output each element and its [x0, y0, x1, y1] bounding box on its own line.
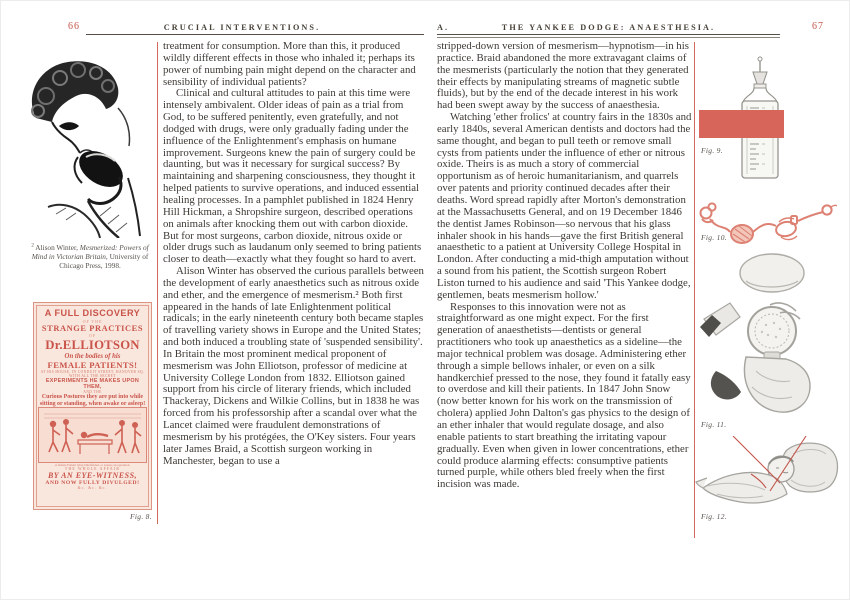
- fig8-caption: Fig. 8.: [130, 512, 152, 521]
- margin-note: [27, 243, 153, 271]
- left-page-number: 66: [68, 21, 80, 32]
- margin-note-title: Mesmerized: Powers of Mind in Victorian Britain,: [31, 243, 149, 262]
- poster-eye-witness: BY AN EYE-WITNESS,: [47, 471, 138, 481]
- fig10-caption: Fig. 10.: [701, 233, 727, 242]
- poster-whole-affair: THE WHOLE AFFAIR: [64, 467, 121, 472]
- right-header-rule-2: [437, 37, 780, 38]
- poster-etc: &c. &c. &c.: [77, 486, 108, 491]
- margin-note-marker: 2: [31, 243, 34, 249]
- margin-note-roman-1: Alison Winter,: [35, 243, 80, 252]
- left-paragraph-3: Alison Winter has observed the curious parallels between the development of early anaesthetics such as nitrous oxide and ether, and the emergence of mesmerism.² Both first appeared in the hands of late Enlightenment political radicals; in the early nineteenth century both became staples of travelling variety shows in Europe and the United States; and both induced a troubling state of 'suspended sensibility'. In Britain the most prominent medical proponent of mesmerism was John Elliotson, professor of medicine at University College London from 1832. Elliotson gained support from his circle of literary friends, which included Thackeray, Dickens and Wilkie Collins, but in 1838 he was forced from his professorship after a scandal over what the Lancet claimed were fraudulent demonstrations of mesmerism by his protégées, the O'Key sisters. Four years later James Braid, a Scottish surgeon working in Manchester, began to use a: [163, 265, 424, 467]
- poster-dr-elliotson: Dr.ELLIOTSON: [45, 338, 140, 352]
- right-paragraph-3: Responses to this innovation were not as straightforward as one might expect. For the first generation of anaesthetists—dentists or general practitioners who took up anaesthetics as a sideline—the major technical problem was dosage. Administering ether through a simple bellows inhaler, or even on a silk handkerchief pressed to the nose, they found it fatally easy to overdose and kill their patients. In 1847 John Snow (now better known for his work on the transmission of cholera) applied John Dalton's gas physics to the design of an ether inhaler that would regulate dosage, and also enable patients to start breathing the irritating vapour gradually. Even when given in lower concentrations, ether could produce alarming effects: consumptive patients turned purple, while others bled freely when the first incision was made.: [437, 300, 691, 491]
- red-band-overlay: [699, 110, 784, 138]
- left-header-rule: [86, 34, 424, 35]
- left-running-head: CRUCIAL INTERVENTIONS.: [163, 23, 321, 32]
- fig9-caption: Fig. 9.: [701, 146, 723, 155]
- margin-note-roman-2: University of Chicago Press, 1998.: [59, 252, 149, 271]
- poster-address: AT HIS HOUSE, IN CONDUIT STREET, HANOVER SQ.: [40, 370, 145, 374]
- right-page-number: 67: [812, 21, 824, 32]
- poster-and-the: AND THE: [83, 390, 102, 394]
- screaming-face-illustration: [22, 56, 154, 238]
- operation-scene-illustration: [693, 436, 845, 520]
- right-running-head: THE YANKEE DODGE: ANAESTHESIA.: [501, 23, 716, 32]
- left-paragraph-1: treatment for consumption. More than this, it produced wildly different effects in those who inhaled it; perhaps its power of numbing pain might depend on the character and sensibility of individual patients?: [163, 40, 416, 88]
- poster-divulged: AND NOW FULLY DIVULGED!: [45, 480, 140, 487]
- poster-secret: WITH ALL THE SECRET: [69, 374, 116, 378]
- fig12-caption: Fig. 12.: [701, 512, 727, 521]
- right-body-column: [437, 41, 693, 491]
- poster-title-discovery: A FULL DISCOVERY: [44, 308, 141, 319]
- poster-on-bodies: On the bodies of his: [64, 353, 121, 360]
- poster-of-the: OF THE: [82, 319, 103, 324]
- right-catchword: A.: [437, 23, 450, 32]
- poster-strange-practices: STRANGE PRACTICES: [41, 324, 144, 333]
- right-paragraph-2: Watching 'ether frolics' at country fairs in the 1830s and early 1840s, several American dentists and doctors had the same thought, and began to pull teeth or remove small cysts from patients under the influence of ether or nitrous oxide. Theirs is as much a story of commercial opportunism as of heroic humanitarianism, and quarrels over patents and priority continued decades after their deaths. Word spread rapidly after Morton's demonstration at the Massachusetts General, and on 19 December 1846 the dentist James Robinson—so nervous that his glass inhaler shook in his hands—gave the first British general anaesthetic to a patient at University College Hospital in London. After conducting a mid-thigh amputation without a sound from his patient, the Scottish surgeon Robert Liston turned to his audience and said 'This Yankee dodge, gentlemen, beats mesmerism hollow.': [437, 111, 692, 301]
- poster-curious-postures: Curious Postures they are put into while sitting or standing, when awake or asleep!: [39, 394, 146, 407]
- poster-scene-caption: A female Patient lying blindfolded, or asleep; an operation.: [54, 463, 131, 468]
- poster-of: OF: [88, 333, 97, 338]
- left-body-column: [163, 41, 426, 467]
- left-paragraph-2: Clinical and cultural attitudes to pain at this time were intensely ambivalent. Older ideas of pain as a trial from God, to be suffered penitently, even gratefully, and not dodged with drugs, were only gradually fading under the influence of the Enlightenment's emphasis on humane improvement. Surgeons knew the pain of surgery could be daunting, but was it necessary for surgical success? By maintaining and sharpening consciousness, they thought it helped patients to survive operations, and induced essential healing processes. In a pamphlet published in 1824 Henry Hill Hickman, a Shropshire surgeon, described operations on animals after knocking them out with carbon dioxide. But for most surgeons, carbon dioxide, nitrous oxide or older drugs such as laudanum only seemed to bring patients closer to death—exactly what they fought so hard to avert.: [163, 87, 422, 266]
- elliotson-poster: [33, 302, 152, 510]
- left-column-rule: [157, 42, 158, 524]
- fig11-caption: Fig. 11.: [701, 420, 727, 429]
- right-paragraph-1: stripped-down version of mesmerism—hypnotism—in his practice. Braid abandoned the more extravagant claims of the mesmerists (particularly the notion that they generated their effects by manipulating streams of magnetic subtle fluids), but by the end of the decade interest in his work had been swept away by the success of anaesthesia.: [437, 40, 689, 112]
- poster-scene-drawing: [40, 408, 145, 460]
- poster-female-patients: FEMALE PATIENTS!: [47, 360, 138, 370]
- poster-scene-illustration: [38, 407, 147, 463]
- inhaler-mask-illustration: [698, 253, 838, 417]
- poster-experiments: EXPERIMENTS HE MAKES UPON THEM,: [45, 378, 140, 390]
- right-header-rule: [437, 34, 780, 35]
